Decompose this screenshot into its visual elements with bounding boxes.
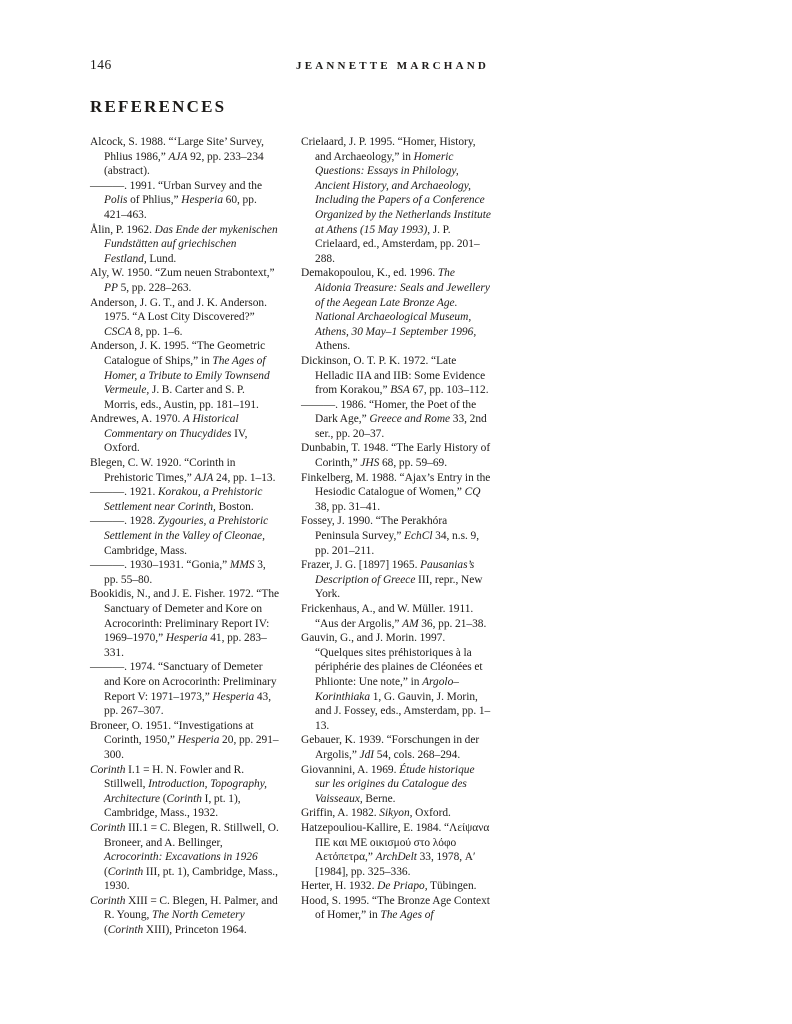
reference-text-segment: CSCA: [104, 325, 132, 338]
reference-text-segment: JdI: [359, 748, 375, 761]
reference-text-segment: Das Ende der mykenischen Fundstätten auf griechischen Festland,: [104, 223, 278, 265]
reference-text-segment: Oxford.: [412, 807, 451, 820]
reference-text-segment: Anderson, J. K. 1995. “The Geometric Catalogue of Ships,” in: [90, 340, 266, 367]
references-heading: REFERENCES: [90, 97, 227, 116]
reference-text-segment: Hesperia: [212, 690, 255, 703]
reference-text-segment: Frazer, J. G. [1897] 1965.: [301, 559, 421, 572]
reference-text-segment: Homeric Questions: Essays in Philology, Ancient History, and Archaeology, Including the Papers of a Conference Organized by the Netherlands Institute at Athens (15 May 1993),: [315, 150, 491, 236]
reference-text-segment: Hesperia: [165, 632, 208, 645]
reference-text-segment: 43, pp. 267–307.: [104, 690, 272, 718]
reference-entry: [90, 485, 280, 514]
reference-text-segment: Tübingen.: [427, 880, 477, 893]
reference-text-segment: Blegen, C. W. 1920. “Corinth in Prehistoric Times,”: [90, 457, 236, 484]
reference-text-segment: III, repr., New York.: [315, 573, 483, 601]
reference-entry: [301, 354, 491, 398]
reference-text-segment: ———. 1930–1931. “Gonia,”: [90, 559, 230, 572]
reference-entry: [90, 456, 280, 485]
reference-entry: [90, 296, 280, 340]
reference-text-segment: The Ages of Homer, a Tribute to Emily Townsend Vermeule,: [104, 354, 270, 397]
reference-text-segment: 33, 1978, Α′ [1984], pp. 325–336.: [315, 851, 476, 878]
reference-text-segment: JHS: [360, 457, 380, 470]
reference-text-segment: EchCl: [404, 530, 433, 543]
reference-text-segment: 36, pp. 21–38.: [418, 617, 487, 630]
reference-text-segment: Broneer, O. 1951. “Investigations at Corinth, 1950,”: [90, 719, 254, 747]
reference-text-segment: Polis: [104, 194, 128, 207]
reference-text-segment: Dickinson, O. T. P. K. 1972. “Late Helladic IIA and IIB: Some Evidence from Korakou,”: [301, 354, 486, 397]
reference-text-segment: Corinth: [107, 865, 144, 878]
reference-text-segment: 34, n.s. 9, pp. 201–211.: [315, 530, 480, 557]
reference-text-segment: I.1 = H. N. Fowler and R. Stillwell,: [104, 763, 245, 791]
reference-text-segment: J. B. Carter and S. P. Morris, eds., Austin, pp. 181–191.: [104, 384, 259, 411]
reference-text-segment: Corinth: [90, 821, 126, 834]
reference-text-segment: Hesperia: [181, 194, 224, 207]
reference-entry: [90, 719, 280, 763]
reference-text-segment: Crielaard, J. P. 1995. “Homer, History, and Archaeology,” in: [301, 136, 476, 163]
reference-entry: [90, 558, 280, 587]
reference-text-segment: Bookidis, N., and J. E. Fisher. 1972. “The Sanctuary of Demeter and Kore on Acrocorinth: Preliminary Report IV: 1969–1970,”: [90, 588, 280, 645]
reference-entry: [301, 471, 491, 515]
reference-entry: [90, 894, 280, 938]
reference-text-segment: CQ: [464, 486, 481, 499]
reference-text-segment: 3, pp. 55–80.: [104, 559, 266, 586]
reference-entry: [90, 763, 280, 821]
reference-text-segment: 67, pp. 103–112.: [409, 384, 489, 397]
reference-text-segment: Acrocorinth: Excavations in 1926: [104, 851, 258, 864]
reference-entry: [301, 879, 491, 894]
page-header: [90, 57, 489, 73]
reference-entry: [301, 821, 491, 879]
reference-text-segment: A Historical Commentary on Thucydides: [104, 413, 239, 440]
reference-text-segment: XIII), Princeton 1964.: [143, 924, 247, 937]
references-column-right: [301, 135, 491, 938]
reference-entry: [90, 135, 280, 179]
reference-text-segment: PP: [104, 281, 118, 294]
reference-text-segment: I, pt. 1), Cambridge, Mass., 1932.: [104, 792, 241, 820]
reference-text-segment: ———. 1921.: [90, 486, 158, 499]
reference-entry: [301, 135, 491, 266]
reference-text-segment: (: [104, 924, 108, 937]
reference-text-segment: Lund.: [146, 252, 177, 265]
reference-text-segment: Ålin, P. 1962.: [90, 223, 155, 236]
reference-entry: [90, 179, 280, 223]
reference-text-segment: Cambridge, Mass.: [104, 544, 188, 557]
reference-text-segment: III, pt. 1), Cambridge, Mass., 1930.: [104, 865, 278, 893]
reference-text-segment: 33, 2nd ser., pp. 20–37.: [315, 413, 487, 440]
reference-text-segment: The Aidonia Treasure: Seals and Jewellery of the Aegean Late Bronze Age. National Archaeological Museum, Athens, 30 May–1 September 1996,: [315, 267, 490, 338]
reference-text-segment: 54, cols. 268–294.: [374, 748, 461, 761]
reference-text-segment: Pausanias’s Description of Greece: [315, 559, 475, 586]
reference-entry: [90, 266, 280, 295]
reference-text-segment: 38, pp. 31–41.: [315, 500, 381, 513]
reference-text-segment: The North Cemetery: [152, 909, 245, 922]
reference-entry: [301, 806, 491, 821]
reference-text-segment: Hatzepouliou-Kallire, E. 1984. “Λείψανα ΠΕ και ΜΕ οικισμού στο λόφο Αετόπετρα,”: [301, 821, 490, 864]
reference-text-segment: Korakou, a Prehistoric Settlement near Corinth,: [104, 486, 263, 513]
reference-text-segment: 1, G. Gauvin, J. Morin, and J. Fossey, eds., Amsterdam, pp. 1–13.: [315, 690, 491, 732]
reference-entry: [90, 339, 280, 412]
reference-text-segment: Introduction, Topography, Architecture: [104, 778, 267, 805]
reference-text-segment: 8, pp. 1–6.: [131, 325, 183, 338]
reference-entry: [90, 514, 280, 558]
reference-entry: [90, 660, 280, 718]
reference-text-segment: Anderson, J. G. T., and J. K. Anderson. 1975. “A Lost City Discovered?”: [90, 296, 267, 324]
reference-text-segment: The Ages of: [380, 909, 434, 922]
reference-text-segment: Hesperia: [177, 734, 220, 747]
reference-entry: [301, 894, 491, 923]
references-column-left: [90, 135, 280, 938]
reference-text-segment: 5, pp. 228–263.: [117, 281, 192, 294]
reference-text-segment: Boston.: [215, 500, 254, 513]
reference-entry: [301, 266, 491, 354]
reference-text-segment: Étude historique sur les origines du Catalogue des Vaisseaux,: [315, 763, 475, 805]
reference-text-segment: Andrewes, A. 1970.: [90, 413, 184, 426]
reference-text-segment: 68, pp. 59–69.: [379, 457, 448, 470]
reference-entry: [301, 763, 491, 807]
reference-entry: [301, 733, 491, 762]
reference-text-segment: Alcock, S. 1988. “‘Large Site’ Survey, Phlius 1986,”: [90, 136, 265, 163]
reference-text-segment: III.1 = C. Blegen, R. Stillwell, O. Broneer, and A. Bellinger,: [104, 821, 279, 849]
reference-text-segment: Frickenhaus, A., and W. Müller. 1911. “Aus der Argolis,”: [301, 603, 474, 630]
reference-text-segment: Gauvin, G., and J. Morin. 1997. “Quelques sites préhistoriques à la périphérie des plaines de Cléonées et Phlionte: Une note,” in: [301, 632, 483, 688]
reference-text-segment: Finkelberg, M. 1988. “Ajax’s Entry in the Hesiodic Catalogue of Women,”: [301, 471, 491, 499]
reference-text-segment: (: [104, 865, 108, 878]
reference-text-segment: Griffin, A. 1982.: [301, 807, 380, 820]
reference-text-segment: IV, Oxford.: [104, 427, 248, 455]
reference-entry: [90, 412, 280, 456]
reference-text-segment: XIII = C. Blegen, H. Palmer, and R. Young,: [104, 894, 278, 922]
reference-entry: [301, 602, 491, 631]
reference-entry: [301, 441, 491, 470]
reference-text-segment: 92, pp. 233–234 (abstract).: [104, 150, 264, 178]
references-list: [90, 135, 491, 938]
reference-entry: [90, 223, 280, 267]
reference-text-segment: AJA: [168, 150, 188, 163]
reference-text-segment: J. P. Crielaard, ed., Amsterdam, pp. 201–288.: [315, 223, 480, 265]
reference-text-segment: MMS: [229, 559, 255, 572]
reference-entry: [90, 587, 280, 660]
reference-text-segment: Argolo–Korinthiaka: [315, 675, 459, 703]
reference-text-segment: 41, pp. 283–331.: [104, 632, 267, 659]
reference-entry: [301, 631, 491, 733]
reference-text-segment: Gebauer, K. 1939. “Forschungen in der Argolis,”: [301, 734, 480, 761]
reference-text-segment: ———. 1986. “Homer, the Poet of the Dark Age,”: [301, 398, 477, 426]
reference-text-segment: ArchDelt: [375, 851, 417, 864]
reference-text-segment: Fossey, J. 1990. “The Perakhóra Peninsula Survey,”: [301, 515, 448, 543]
reference-text-segment: Corinth: [90, 763, 126, 776]
reference-text-segment: ———. 1974. “Sanctuary of Demeter and Kore on Acrocorinth: Preliminary Report V: 1971–1973,”: [90, 661, 277, 703]
reference-text-segment: Corinth: [107, 924, 144, 937]
reference-text-segment: 60, pp. 421–463.: [104, 194, 257, 221]
reference-text-segment: AJA: [194, 471, 214, 484]
reference-text-segment: Hood, S. 1995. “The Bronze Age Context of Homer,” in: [301, 894, 490, 922]
running-head-author: JEANNETTE MARCHAND: [296, 60, 489, 72]
reference-entry: [90, 821, 280, 894]
reference-text-segment: Sikyon,: [379, 807, 413, 820]
reference-text-segment: Greece and Rome: [369, 413, 451, 426]
reference-text-segment: ———. 1928.: [90, 515, 158, 528]
reference-text-segment: Zygouries, a Prehistoric Settlement in the Valley of Cleonae,: [104, 515, 269, 543]
reference-text-segment: 24, pp. 1–13.: [213, 471, 276, 484]
reference-text-segment: De Priapo,: [377, 880, 428, 893]
reference-entry: [301, 514, 491, 558]
reference-text-segment: (: [160, 792, 167, 805]
page-number: 146: [90, 57, 112, 72]
reference-text-segment: 20, pp. 291–300.: [104, 734, 279, 761]
reference-text-segment: Dunbabin, T. 1948. “The Early History of Corinth,”: [301, 442, 491, 470]
reference-text-segment: BSA: [390, 384, 410, 397]
reference-text-segment: Corinth: [90, 894, 126, 907]
reference-text-segment: of Phlius,”: [127, 194, 182, 207]
reference-text-segment: ———. 1991. “Urban Survey and the: [90, 179, 263, 192]
reference-entry: [301, 558, 491, 602]
reference-text-segment: Corinth: [166, 792, 202, 805]
reference-text-segment: Aly, W. 1950. “Zum neuen Strabontext,”: [90, 267, 275, 280]
reference-text-segment: Herter, H. 1932.: [301, 880, 378, 893]
reference-text-segment: Giovannini, A. 1969.: [301, 763, 400, 776]
reference-text-segment: Berne.: [362, 792, 396, 805]
reference-text-segment: Demakopoulou, K., ed. 1996.: [301, 267, 438, 280]
reference-entry: [301, 398, 491, 442]
reference-text-segment: Athens.: [315, 340, 351, 353]
reference-text-segment: AM: [402, 617, 419, 630]
